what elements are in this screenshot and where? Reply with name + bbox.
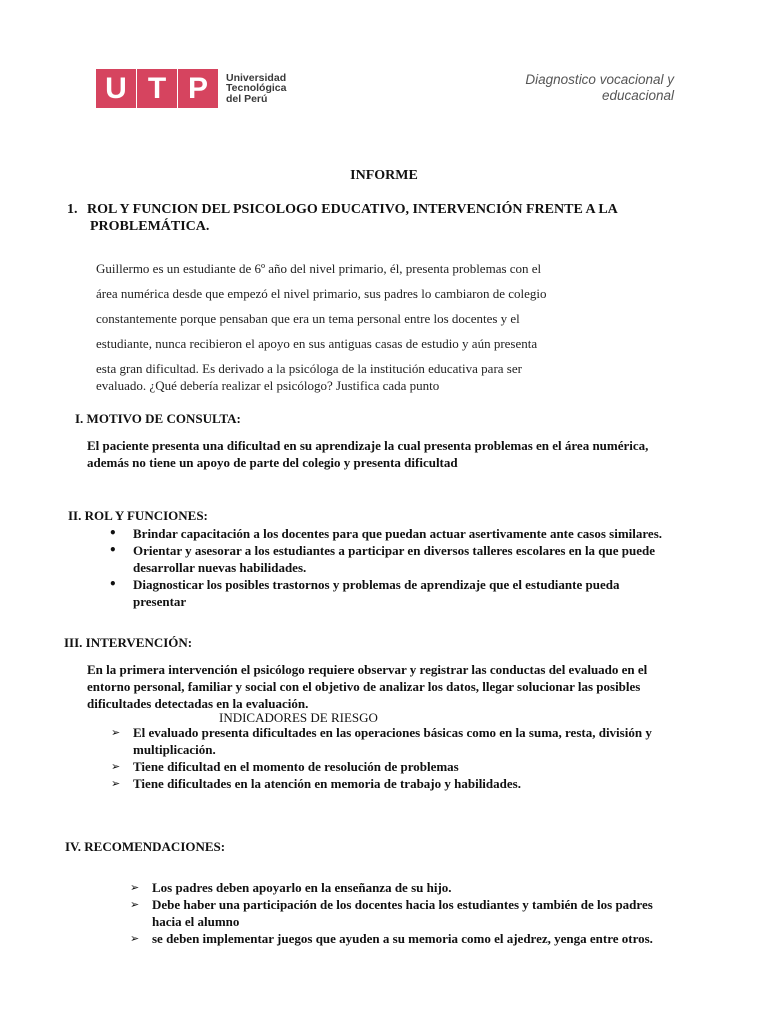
list-item: ➢ Tiene dificultad en el momento de resolución de problemas	[111, 758, 652, 775]
indicadores-list	[111, 724, 652, 792]
header-subtitle-line: Diagnostico vocacional y	[525, 72, 674, 87]
list-item: ➢ El evaluado presenta dificultades en las operaciones básicas como en la suma, resta, división y multiplicación.	[111, 724, 652, 758]
paragraph-line: además no tiene un apoyo de parte del colegio y presenta dificultad	[87, 455, 458, 470]
list-item: • Orientar y asesorar a los estudiantes a participar en diversos talleres escolares en la que puede desarrollar nuevas habilidades.	[107, 542, 662, 576]
utp-logo	[96, 69, 286, 108]
case-line: constantemente porque pensaban que era un tema personal entre los docentes y el	[96, 311, 520, 326]
list-item: ➢ Tiene dificultades en la atención en memoria de trabajo y habilidades.	[111, 775, 652, 792]
document-title: INFORME	[350, 168, 418, 183]
recomendaciones-list	[130, 879, 653, 947]
section-title-intervencion: III. INTERVENCIÓN:	[64, 635, 193, 650]
list-item: ➢ se deben implementar juegos que ayuden a su memoria como el ajedrez, yenga entre otros.	[130, 930, 653, 947]
case-line: evaluado. ¿Qué debería realizar el psicólogo? Justifica cada punto	[96, 378, 440, 393]
list-item: ➢ Debe haber una participación de los docentes hacia los estudiantes y también de los padres hacia el alumno	[130, 896, 653, 930]
section-heading-1	[67, 201, 618, 235]
heading-line: PROBLEMÁTICA.	[90, 219, 210, 234]
logo-text-line: Universidad	[226, 71, 287, 84]
case-line: esta gran dificultad. Es derivado a la psicóloga de la institución educativa para ser	[96, 361, 522, 376]
heading-number: 1.	[67, 202, 78, 217]
logo-letter-t: T	[137, 69, 177, 108]
paragraph-line: En la primera intervención el psicólogo requiere observar y registrar las conductas del evaluado en el	[87, 662, 648, 677]
indicadores-title: INDICADORES DE RIESGO	[219, 710, 378, 725]
logo-letter-u: U	[96, 69, 136, 108]
list-item: ➢ Los padres deben apoyarlo en la enseñanza de su hijo.	[130, 879, 653, 896]
case-line: Guillermo es un estudiante de 6º año del nivel primario, él, presenta problemas con el	[96, 261, 542, 276]
heading-line: ROL Y FUNCION DEL PSICOLOGO EDUCATIVO, INTERVENCIÓN FRENTE A LA	[87, 202, 618, 217]
header-subtitle	[525, 72, 674, 104]
header-subtitle-line: educacional	[601, 88, 674, 103]
logo-text-line: del Perú	[226, 92, 268, 105]
list-item: • Diagnosticar los posibles trastornos y problemas de aprendizaje que el estudiante pueda presentar	[107, 576, 662, 610]
logo-text-line: Tecnológica	[226, 82, 287, 95]
logo-letter-p: P	[178, 69, 218, 108]
section-title-recomendaciones: IV. RECOMENDACIONES:	[65, 839, 226, 854]
paragraph-line: dificultades detectadas en la evaluación.	[87, 696, 309, 711]
intervencion-paragraph	[87, 661, 647, 712]
section-title-motivo: I. MOTIVO DE CONSULTA:	[75, 411, 241, 426]
case-description	[96, 260, 547, 402]
list-item: • Brindar capacitación a los docentes para que puedan actuar asertivamente ante casos similares.	[107, 525, 662, 542]
paragraph-line: entorno personal, familiar y social con el objetivo de analizar los datos, llegar solucionar las posibles	[87, 679, 641, 694]
case-line: área numérica desde que empezó el nivel primario, sus padres lo cambiaron de colegio	[96, 286, 547, 301]
case-line: estudiante, nunca recibieron el apoyo en sus antiguas casas de estudio y aún presenta	[96, 336, 538, 351]
section-title-rol: II. ROL Y FUNCIONES:	[68, 508, 208, 523]
logo-text	[226, 73, 286, 105]
motivo-paragraph	[87, 437, 648, 471]
rol-list	[107, 525, 662, 610]
paragraph-line: El paciente presenta una dificultad en su aprendizaje la cual presenta problemas en el área numérica,	[87, 438, 649, 453]
